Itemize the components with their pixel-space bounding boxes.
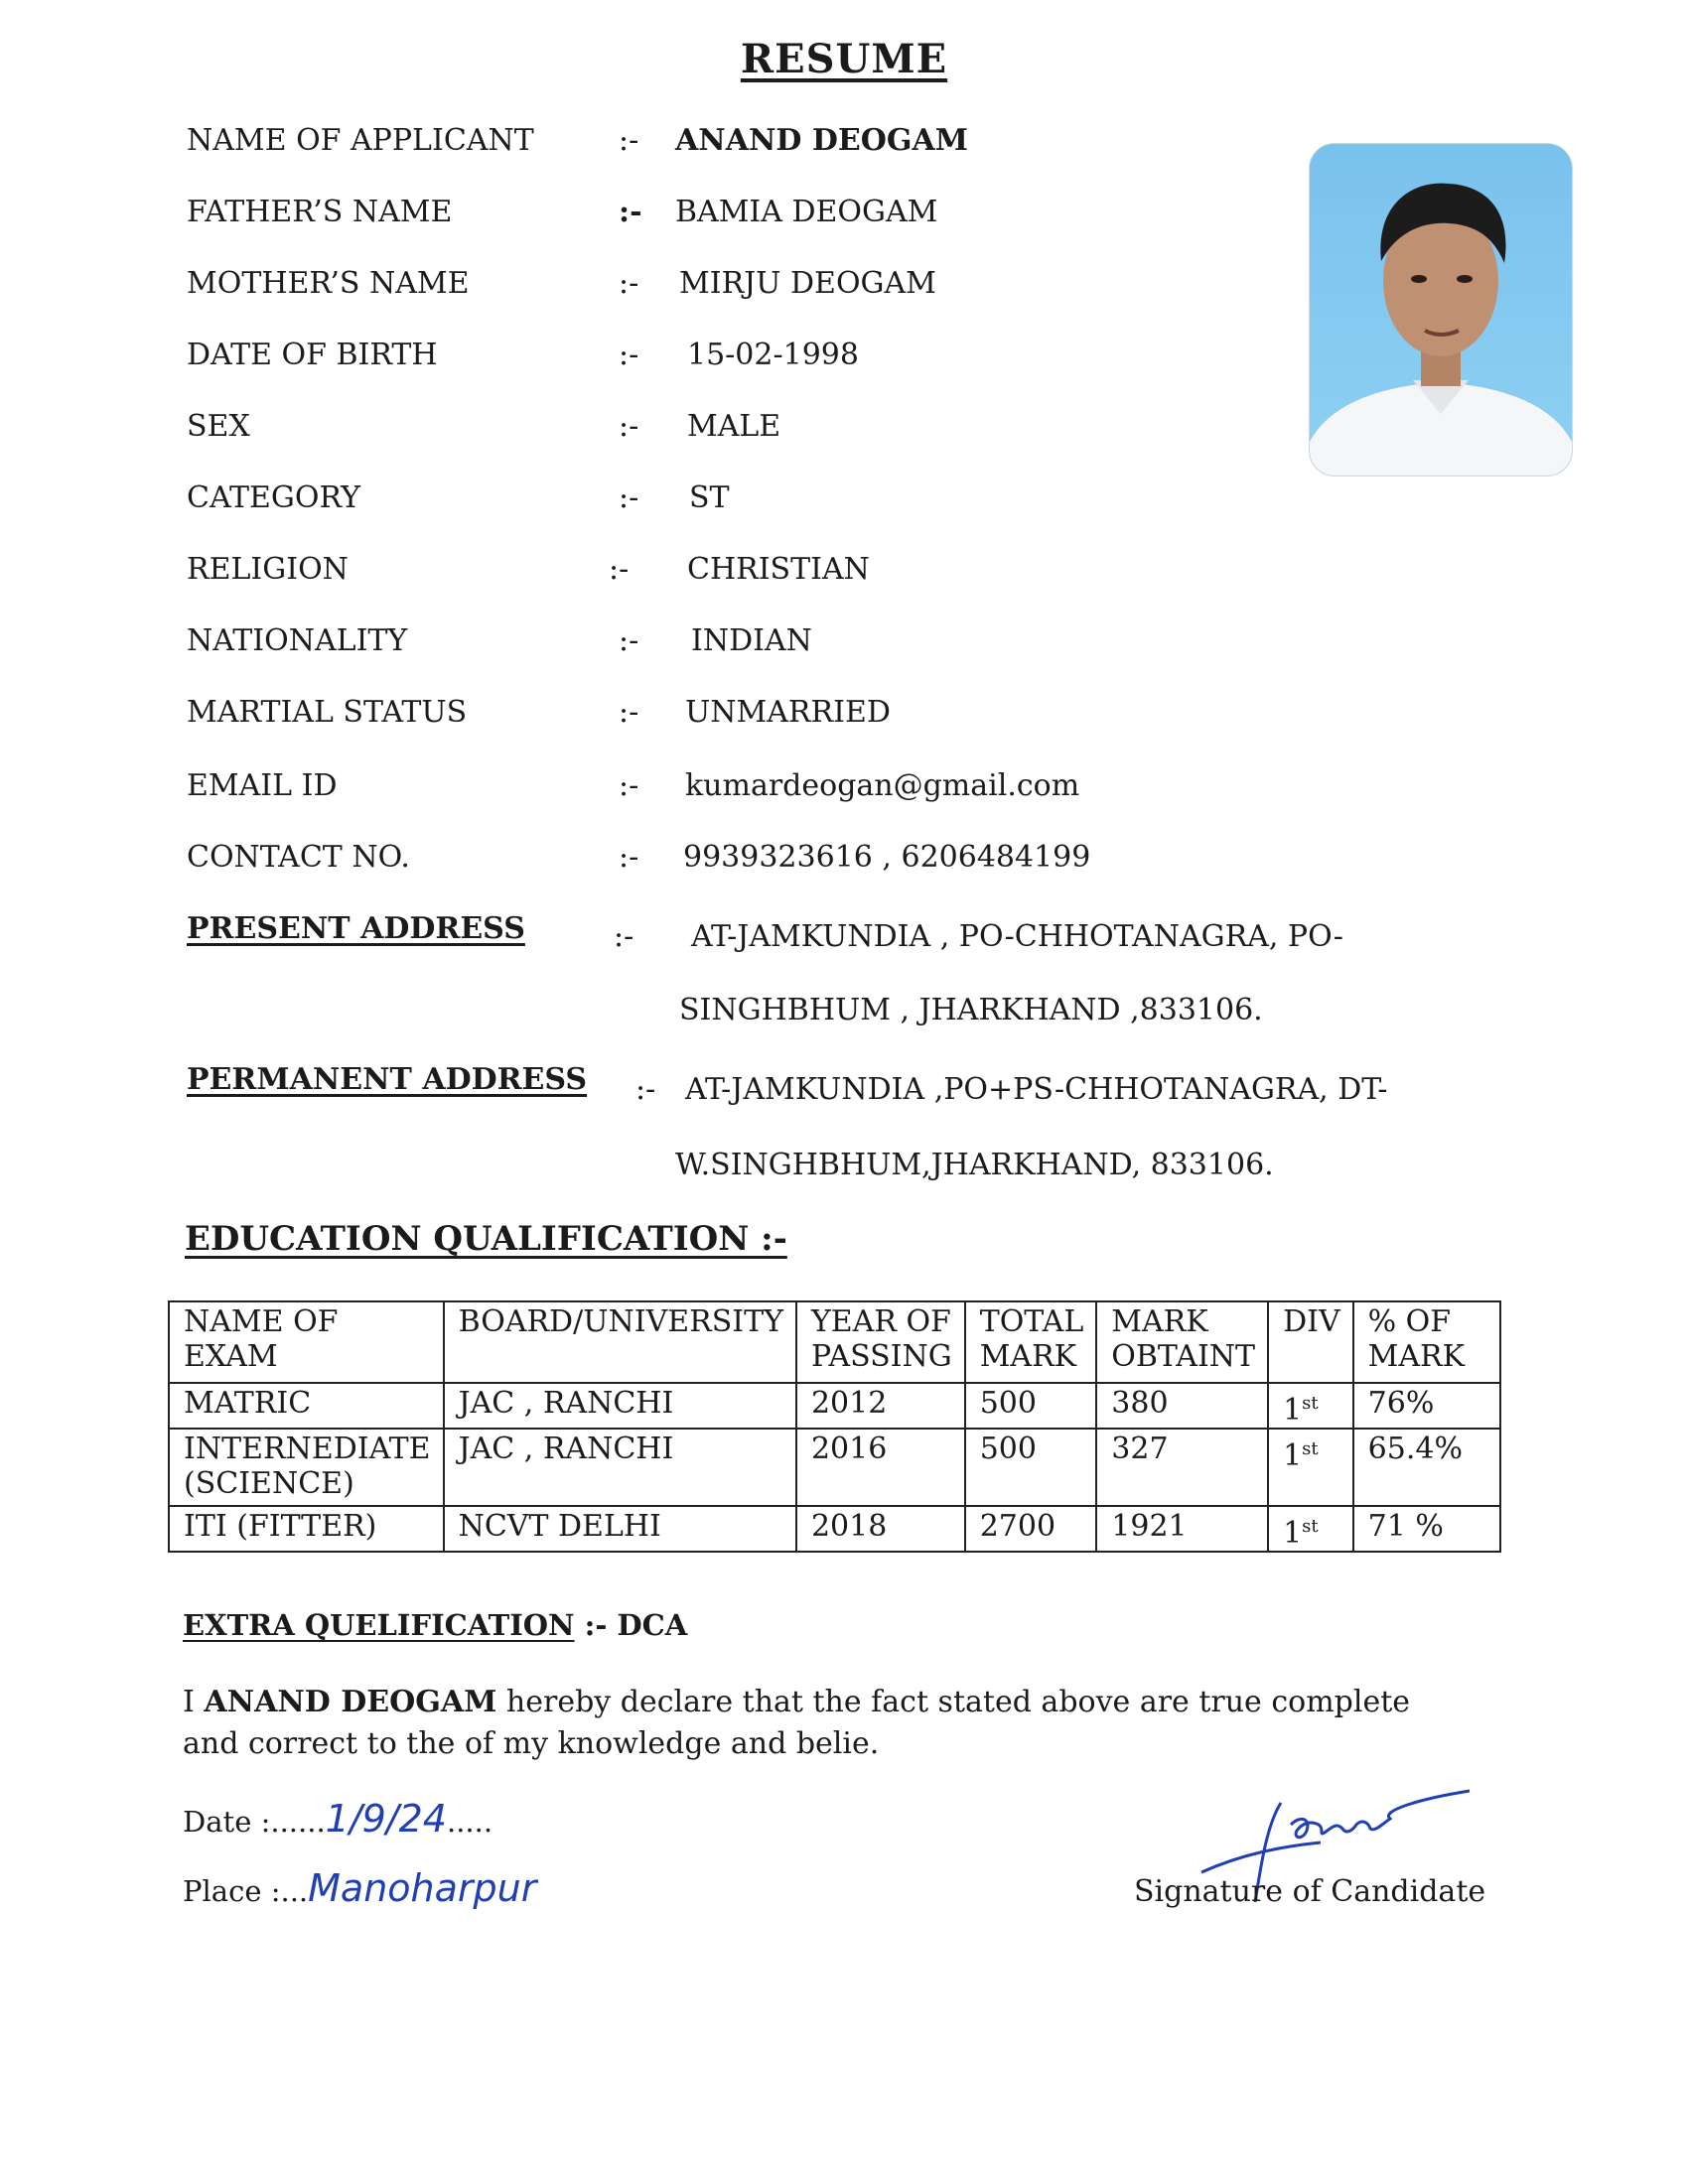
detail-row-father bbox=[187, 195, 1319, 250]
board-cell: JAC , RANCHI bbox=[444, 1383, 796, 1429]
total-cell: 500 bbox=[965, 1429, 1097, 1506]
total-cell: 500 bbox=[965, 1383, 1097, 1429]
detail-value: MIRJU DEOGAM bbox=[679, 266, 936, 301]
column-header: MARK OBTAINT bbox=[1096, 1301, 1268, 1383]
table-row bbox=[169, 1506, 1500, 1552]
present-address-separator: :- bbox=[614, 919, 634, 954]
detail-label: CONTACT NO. bbox=[187, 840, 410, 875]
detail-row-category bbox=[187, 480, 1319, 536]
detail-separator: :- bbox=[619, 338, 639, 372]
detail-separator: :- bbox=[619, 480, 639, 515]
place-label: Place : bbox=[183, 1874, 281, 1908]
detail-row-contact bbox=[187, 840, 1319, 895]
detail-row-religion bbox=[187, 552, 1319, 608]
div-cell bbox=[1268, 1506, 1353, 1552]
detail-row-dob bbox=[187, 338, 1319, 393]
applicant-name: ANAND DEOGAM bbox=[675, 123, 968, 158]
percent-cell: 71 % bbox=[1353, 1506, 1500, 1552]
permanent-address-line2: W.SINGHBHUM,JHARKHAND, 833106. bbox=[675, 1148, 1274, 1182]
div-suffix: st bbox=[1302, 1438, 1319, 1459]
extra-qualification-label: EXTRA QUELIFICATION bbox=[183, 1608, 575, 1642]
extra-qualification-value: DCA bbox=[617, 1608, 688, 1642]
permanent-address-label: PERMANENT ADDRESS bbox=[187, 1062, 588, 1097]
detail-value: MALE bbox=[687, 409, 781, 444]
table-row bbox=[169, 1429, 1500, 1506]
year-cell: 2018 bbox=[796, 1506, 965, 1552]
detail-label: DATE OF BIRTH bbox=[187, 338, 438, 372]
obtained-cell: 1921 bbox=[1096, 1506, 1268, 1552]
div-suffix: st bbox=[1302, 1393, 1319, 1414]
percent-cell: 76% bbox=[1353, 1383, 1500, 1429]
detail-value: UNMARRIED bbox=[685, 695, 891, 730]
date-dots: ...... bbox=[270, 1805, 326, 1839]
detail-separator: :- bbox=[619, 840, 639, 875]
extra-qualification-separator: :- bbox=[584, 1608, 618, 1642]
div-value: 1 bbox=[1283, 1516, 1303, 1551]
document-title: RESUME bbox=[740, 36, 948, 82]
detail-row-email bbox=[187, 768, 1319, 824]
div-cell bbox=[1268, 1429, 1353, 1506]
detail-separator: :- bbox=[619, 266, 639, 301]
date-label: Date : bbox=[183, 1805, 271, 1839]
board-cell: NCVT DELHI bbox=[444, 1506, 796, 1552]
year-cell: 2016 bbox=[796, 1429, 965, 1506]
contact-value: 9939323616 , 6206484199 bbox=[683, 840, 1091, 875]
detail-label: NAME OF APPLICANT bbox=[187, 123, 534, 158]
education-table bbox=[168, 1300, 1501, 1553]
detail-separator: :- bbox=[619, 409, 639, 444]
permanent-address-line1: AT-JAMKUNDIA ,PO+PS-CHHOTANAGRA, DT- bbox=[685, 1072, 1388, 1107]
declaration-prefix: I bbox=[183, 1685, 205, 1719]
place-line bbox=[183, 1866, 536, 1910]
detail-row-mother bbox=[187, 266, 1319, 322]
place-dots: ... bbox=[280, 1874, 309, 1908]
total-cell: 2700 bbox=[965, 1506, 1097, 1552]
permanent-address-separator: :- bbox=[635, 1072, 656, 1107]
detail-value: ST bbox=[689, 480, 730, 515]
table-header-row bbox=[169, 1301, 1500, 1383]
detail-separator: :- bbox=[619, 123, 639, 158]
year-cell: 2012 bbox=[796, 1383, 965, 1429]
date-dots: ..... bbox=[446, 1805, 493, 1839]
detail-label: CATEGORY bbox=[187, 480, 360, 515]
present-address-line1: AT-JAMKUNDIA , PO-CHHOTANAGRA, PO- bbox=[691, 919, 1343, 954]
exam-cell: MATRIC bbox=[169, 1383, 444, 1429]
date-line bbox=[183, 1797, 492, 1841]
detail-row-marital bbox=[187, 695, 1319, 751]
column-header: DIV bbox=[1268, 1301, 1353, 1383]
education-heading: EDUCATION QUALIFICATION :- bbox=[185, 1219, 787, 1259]
detail-label: EMAIL ID bbox=[187, 768, 338, 803]
detail-separator: :- bbox=[619, 768, 639, 803]
obtained-cell: 327 bbox=[1096, 1429, 1268, 1506]
div-value: 1 bbox=[1283, 1438, 1303, 1473]
detail-label: MOTHER’S NAME bbox=[187, 266, 470, 301]
exam-cell: ITI (FITTER) bbox=[169, 1506, 444, 1552]
div-value: 1 bbox=[1283, 1393, 1303, 1428]
present-address-line2: SINGHBHUM , JHARKHAND ,833106. bbox=[679, 993, 1263, 1027]
column-header: BOARD/UNIVERSITY bbox=[444, 1301, 796, 1383]
declaration bbox=[183, 1682, 1454, 1765]
applicant-portrait-icon bbox=[1310, 144, 1572, 476]
present-address-label: PRESENT ADDRESS bbox=[187, 911, 525, 946]
detail-separator: :- bbox=[619, 623, 639, 658]
exam-cell: INTERNEDIATE (SCIENCE) bbox=[169, 1429, 444, 1506]
percent-cell: 65.4% bbox=[1353, 1429, 1500, 1506]
detail-value: INDIAN bbox=[691, 623, 812, 658]
detail-row-name bbox=[187, 123, 1319, 179]
applicant-photo bbox=[1309, 143, 1573, 477]
detail-label: FATHER’S NAME bbox=[187, 195, 453, 229]
column-header: TOTAL MARK bbox=[965, 1301, 1097, 1383]
detail-label: RELIGION bbox=[187, 552, 349, 587]
div-suffix: st bbox=[1302, 1516, 1319, 1537]
declaration-name: ANAND DEOGAM bbox=[204, 1685, 497, 1719]
place-handwritten: Manoharpur bbox=[308, 1866, 537, 1910]
detail-separator: :- bbox=[619, 195, 642, 229]
signature-label: Signature of Candidate bbox=[1134, 1874, 1486, 1909]
detail-value: CHRISTIAN bbox=[687, 552, 870, 587]
detail-row-sex bbox=[187, 409, 1319, 465]
detail-label: NATIONALITY bbox=[187, 623, 408, 658]
detail-row-nationality bbox=[187, 623, 1319, 679]
detail-value: 15-02-1998 bbox=[687, 338, 859, 372]
declaration-text: hereby declare that the fact stated above are true complete and correct to the of my knowledge and belie. bbox=[183, 1685, 1411, 1761]
div-cell bbox=[1268, 1383, 1353, 1429]
column-header: NAME OF EXAM bbox=[169, 1301, 444, 1383]
email-value: kumardeogan@gmail.com bbox=[685, 768, 1080, 803]
detail-value: BAMIA DEOGAM bbox=[675, 195, 938, 229]
board-cell: JAC , RANCHI bbox=[444, 1429, 796, 1506]
column-header: YEAR OF PASSING bbox=[796, 1301, 965, 1383]
column-header: % OF MARK bbox=[1353, 1301, 1500, 1383]
table-row bbox=[169, 1383, 1500, 1429]
extra-qualification bbox=[183, 1608, 687, 1642]
detail-separator: :- bbox=[609, 552, 630, 587]
obtained-cell: 380 bbox=[1096, 1383, 1268, 1429]
date-handwritten: 1/9/24 bbox=[325, 1797, 447, 1841]
detail-label: SEX bbox=[187, 409, 250, 444]
detail-label: MARTIAL STATUS bbox=[187, 695, 468, 730]
detail-separator: :- bbox=[619, 695, 639, 730]
